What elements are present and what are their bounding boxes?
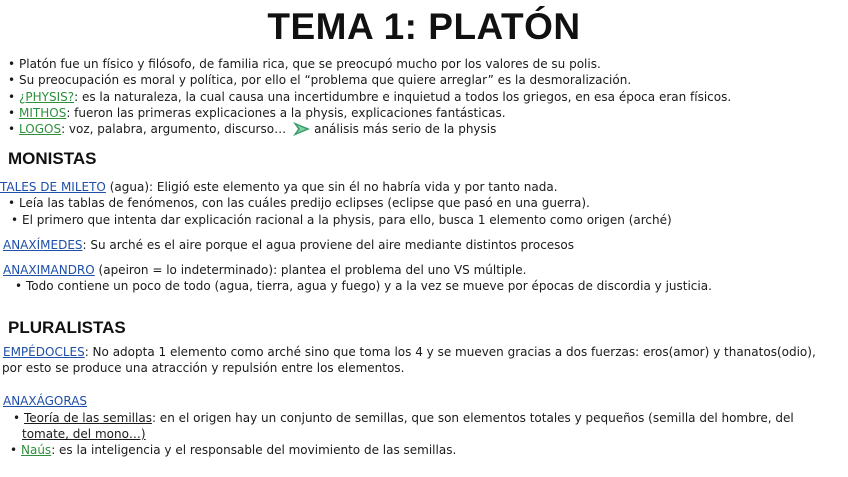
intro-bullet-mithos (19, 105, 506, 121)
empedocles-text: : No adopta 1 elemento como arché sino que toma los 4 y se mueven gracias a dos fuerzas: eros(amor) y thanatos(odio), (84, 345, 816, 359)
anaximandro-text: (apeiron = lo indeterminado): plantea el problema del uno VS múltiple. (94, 263, 527, 277)
intro-bullet-logos (19, 121, 496, 137)
intro-text: análisis más serio de la physis (314, 122, 497, 136)
monistas-heading: MONISTAS (8, 149, 97, 168)
intro-text: Platón fue un físico y filósofo, de familia rica, que se preocupó mucho por los valores de su polis. (19, 57, 601, 71)
tales-link[interactable]: TALES DE MILETO (0, 180, 106, 194)
tales-bullet-1 (19, 195, 590, 211)
bullet-text: : en el origen hay un conjunto de semillas, que son elementos totales y pequeños (semilla del hombre, del (151, 411, 794, 425)
logos-link[interactable]: LOGOS (19, 122, 62, 136)
physis-link[interactable]: ¿PHYSIS? (19, 90, 75, 104)
anaxagoras-bullet-1-cont (22, 426, 146, 442)
anaxagoras-link[interactable]: ANAXÁGORAS (3, 394, 88, 408)
anaximenes-line (3, 237, 574, 253)
tales-line (0, 179, 558, 195)
tales-bullet-2 (22, 212, 672, 228)
intro-bullet-1 (19, 56, 601, 72)
bullet-text: Todo contiene un poco de todo (agua, tierra, agua y fuego) y a la vez se mueve por épocas de discordia y justicia. (26, 279, 712, 293)
pluralistas-heading: PLURALISTAS (8, 318, 126, 337)
mithos-link[interactable]: MITHOS (19, 106, 67, 120)
semillas-term: Teoría de las semillas (24, 411, 152, 425)
empedocles-link[interactable]: EMPÉDOCLES (3, 345, 85, 359)
empedocles-text: por esto se produce una atracción y repulsión entre los elementos. (2, 361, 405, 375)
anaxagoras-line (3, 393, 87, 409)
anaximenes-link[interactable]: ANAXÍMEDES (3, 238, 83, 252)
intro-text: : fueron las primeras explicaciones a la physis, explicaciones fantásticas. (66, 106, 506, 120)
bullet-text: tomate, del mono…) (22, 427, 146, 441)
intro-bullet-physis (19, 89, 731, 105)
bullet-text: El primero que intenta dar explicación racional a la physis, para ello, busca 1 elemento como origen (arché) (22, 213, 672, 227)
arrow-right-icon (292, 121, 311, 137)
anaxagoras-bullet-2 (21, 442, 456, 458)
empedocles-line (3, 344, 816, 360)
bullet-text: Leía las tablas de fenómenos, con las cuáles predijo eclipses (eclipse que pasó en una guerra). (19, 196, 590, 210)
anaximandro-link[interactable]: ANAXIMANDRO (3, 263, 95, 277)
anaximandro-line (3, 262, 526, 278)
tales-text: (agua): Eligió este elemento ya que sin él no habría vida y por tanto nada. (105, 180, 558, 194)
bullet-text: : es la inteligencia y el responsable del movimiento de las semillas. (51, 443, 457, 457)
anaxagoras-bullet-1 (24, 410, 794, 426)
intro-bullet-2 (19, 72, 631, 88)
anaximandro-bullet-1 (26, 278, 712, 294)
intro-text: : voz, palabra, argumento, discurso… (61, 122, 287, 136)
naus-link[interactable]: Naús (21, 443, 52, 457)
empedocles-line-2 (2, 360, 404, 376)
intro-text: Su preocupación es moral y política, por ello el “problema que quiere arreglar” es la desmoralización. (19, 73, 632, 87)
page-title: TEMA 1: PLATÓN (267, 6, 581, 47)
intro-text: : es la naturaleza, la cual causa una incertidumbre e inquietud a todos los griegos, en esa época eran físicos. (74, 90, 732, 104)
anaximenes-text: : Su arché es el aire porque el agua proviene del aire mediante distintos procesos (82, 238, 575, 252)
